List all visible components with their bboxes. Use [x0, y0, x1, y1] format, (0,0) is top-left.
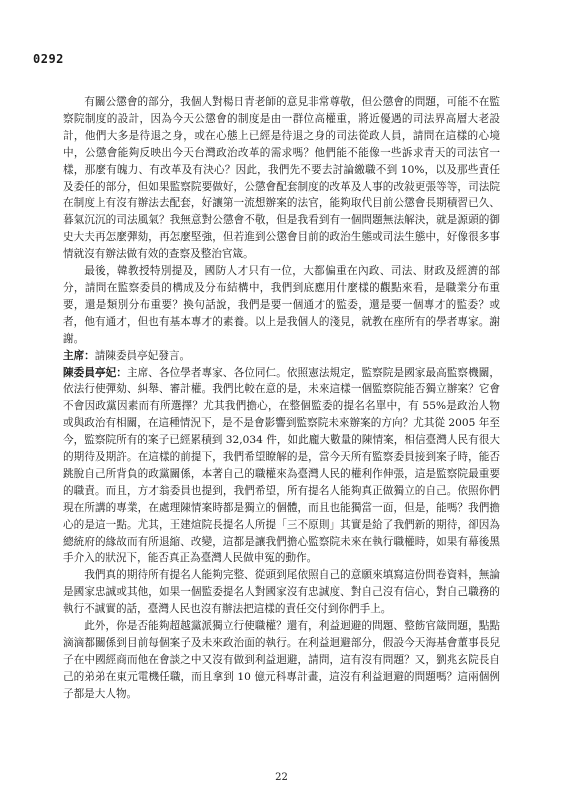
- paragraph-questionnaire: 我們真的期待所有提名人能夠完整、從頭到尾依照自己的意願來填寫這份問卷資料，無論是國家忠誠或其他，如果一個監委提名人對國家沒有忠誠度、對自己沒有信心，對自己職務的執行不誠實的話，臺灣人民也沒有辦法把這樣的責任交付到你們手上。: [63, 569, 500, 616]
- document-body: [63, 94, 500, 703]
- chen-statement-text: 主席、各位學者專家、各位同仁。依照憲法規定，監察院是國家最高監察機關，依法行使彈劾、糾舉、審計權。我們比較在意的是，未來這樣一個監察院能否獨立辦案？它會不會因政黨因素而有所選擇？尤其我們擔心，在整個監委的提名名單中，有 55%是政治人物或與政治有相關，在這種情況下，是不是會影響到監察院未來辦案的方向？尤其從 2005 年至今，監察院所有的案子已經累積到 32,034 件，如此龐大數量的陳情案，相信臺灣人民有很大的期待及期許。在這樣的前提下，我們希望瞭解的是，當今天所有監察委員接到案子時，能否跳脫自己所背負的政黨關係，本著自己的職權來為臺灣人民的權利作伸張，這是監察院最重要的職責。而且，方才翁委員也提到，我們希望，所有提名人能夠真正做獨立的自己。依照你們現在所講的專業，在處理陳情案時都是獨立的個體，而且也能獨當一面，但是，能嗎？我們擔心的是這一點。尤其，王建煊院長提名人所提「三不原則」其實是給了我們新的期待，卻因為總統府的緣故而有所退縮、改變，這都是讓我們擔心監察院未來在執行職權時，如果有幕後黑手介入的狀況下，能否真正為臺灣人民做申冤的動作。: [63, 366, 501, 565]
- paragraph-conflict-of-interest: 此外，你是否能夠超越黨派獨立行使職權？還有，利益迴避的問題、整飭官箴問題，點點滴滴都關係到目前每個案子及未來政治面的執行。在利益迴避部分，假設今天海基會董事長兒子在中國經商而他在會談之中又沒有做到利益迴避，請問，這有沒有問題？又，劉兆玄院長自己的弟弟在東元電機任職，而且拿到 10 億元科專計畫，這沒有利益迴避的問題嗎？這兩個例子都是大人物。: [63, 620, 500, 700]
- chair-statement-text: 請陳委員亭妃發言。: [94, 349, 191, 362]
- speaker-chair: 主席：: [63, 349, 95, 362]
- chair-statement: [63, 348, 500, 365]
- paragraph-public-discipline: 有關公懲會的部分，我個人對楊日青老師的意見非常尊敬，但公懲會的問題，可能不在監察院制度的設計，因為今天公懲會的制度是由一群位高權重，將近優遇的司法界高層大老設計，他們大多是待退之身，或在心態上已經是待退之身的司法從政人員，請問在這樣的心境中，公懲會能夠反映出今天台灣政治改革的需求嗎？他們能不能像一些訴求青天的司法官一樣，那麼有魄力、有改革及有決心？因此，我們先不要去討論繳職不到 10%，以及那些責任及委任的部分，但如果監察院要做好，公懲會配套制度的改革及人事的改敍更張等等，司法院在制度上有沒有辦法去配套，好讓第一流想辦案的法官，能夠取代目前公懲會長期積習已久、暮氣沉沉的司法風氣？我無意對公懲會不敬，但是我看到有一個問題無法解決，就是源頭的御史大夫再怎麼彈劾，再怎麼堅強，但若進到公懲會目前的政治生態或司法生態中，好像很多事情就沒有辦法做有效的查察及整治官箴。: [63, 96, 500, 261]
- paragraph-defense-talent: 最後，韓教授特別提及，國防人才只有一位，大都偏重在內政、司法、財政及經濟的部分，請問在監察委員的構成及分布結構中，我們到底應用什麼樣的觀點來看，是職業分布重要，還是類別分布重要？換句話說，我們是要一個通才的監委，還是要一個專才的監委？或者，他有通才，但也有基本專才的素養。以上是我個人的淺見，就教在座所有的學者專家。謝謝。: [63, 265, 500, 345]
- page-number: 22: [275, 772, 288, 783]
- chen-statement: [63, 365, 500, 568]
- document-code: 0292: [33, 52, 64, 66]
- speaker-chen: 陳委員亭妃：: [63, 366, 127, 379]
